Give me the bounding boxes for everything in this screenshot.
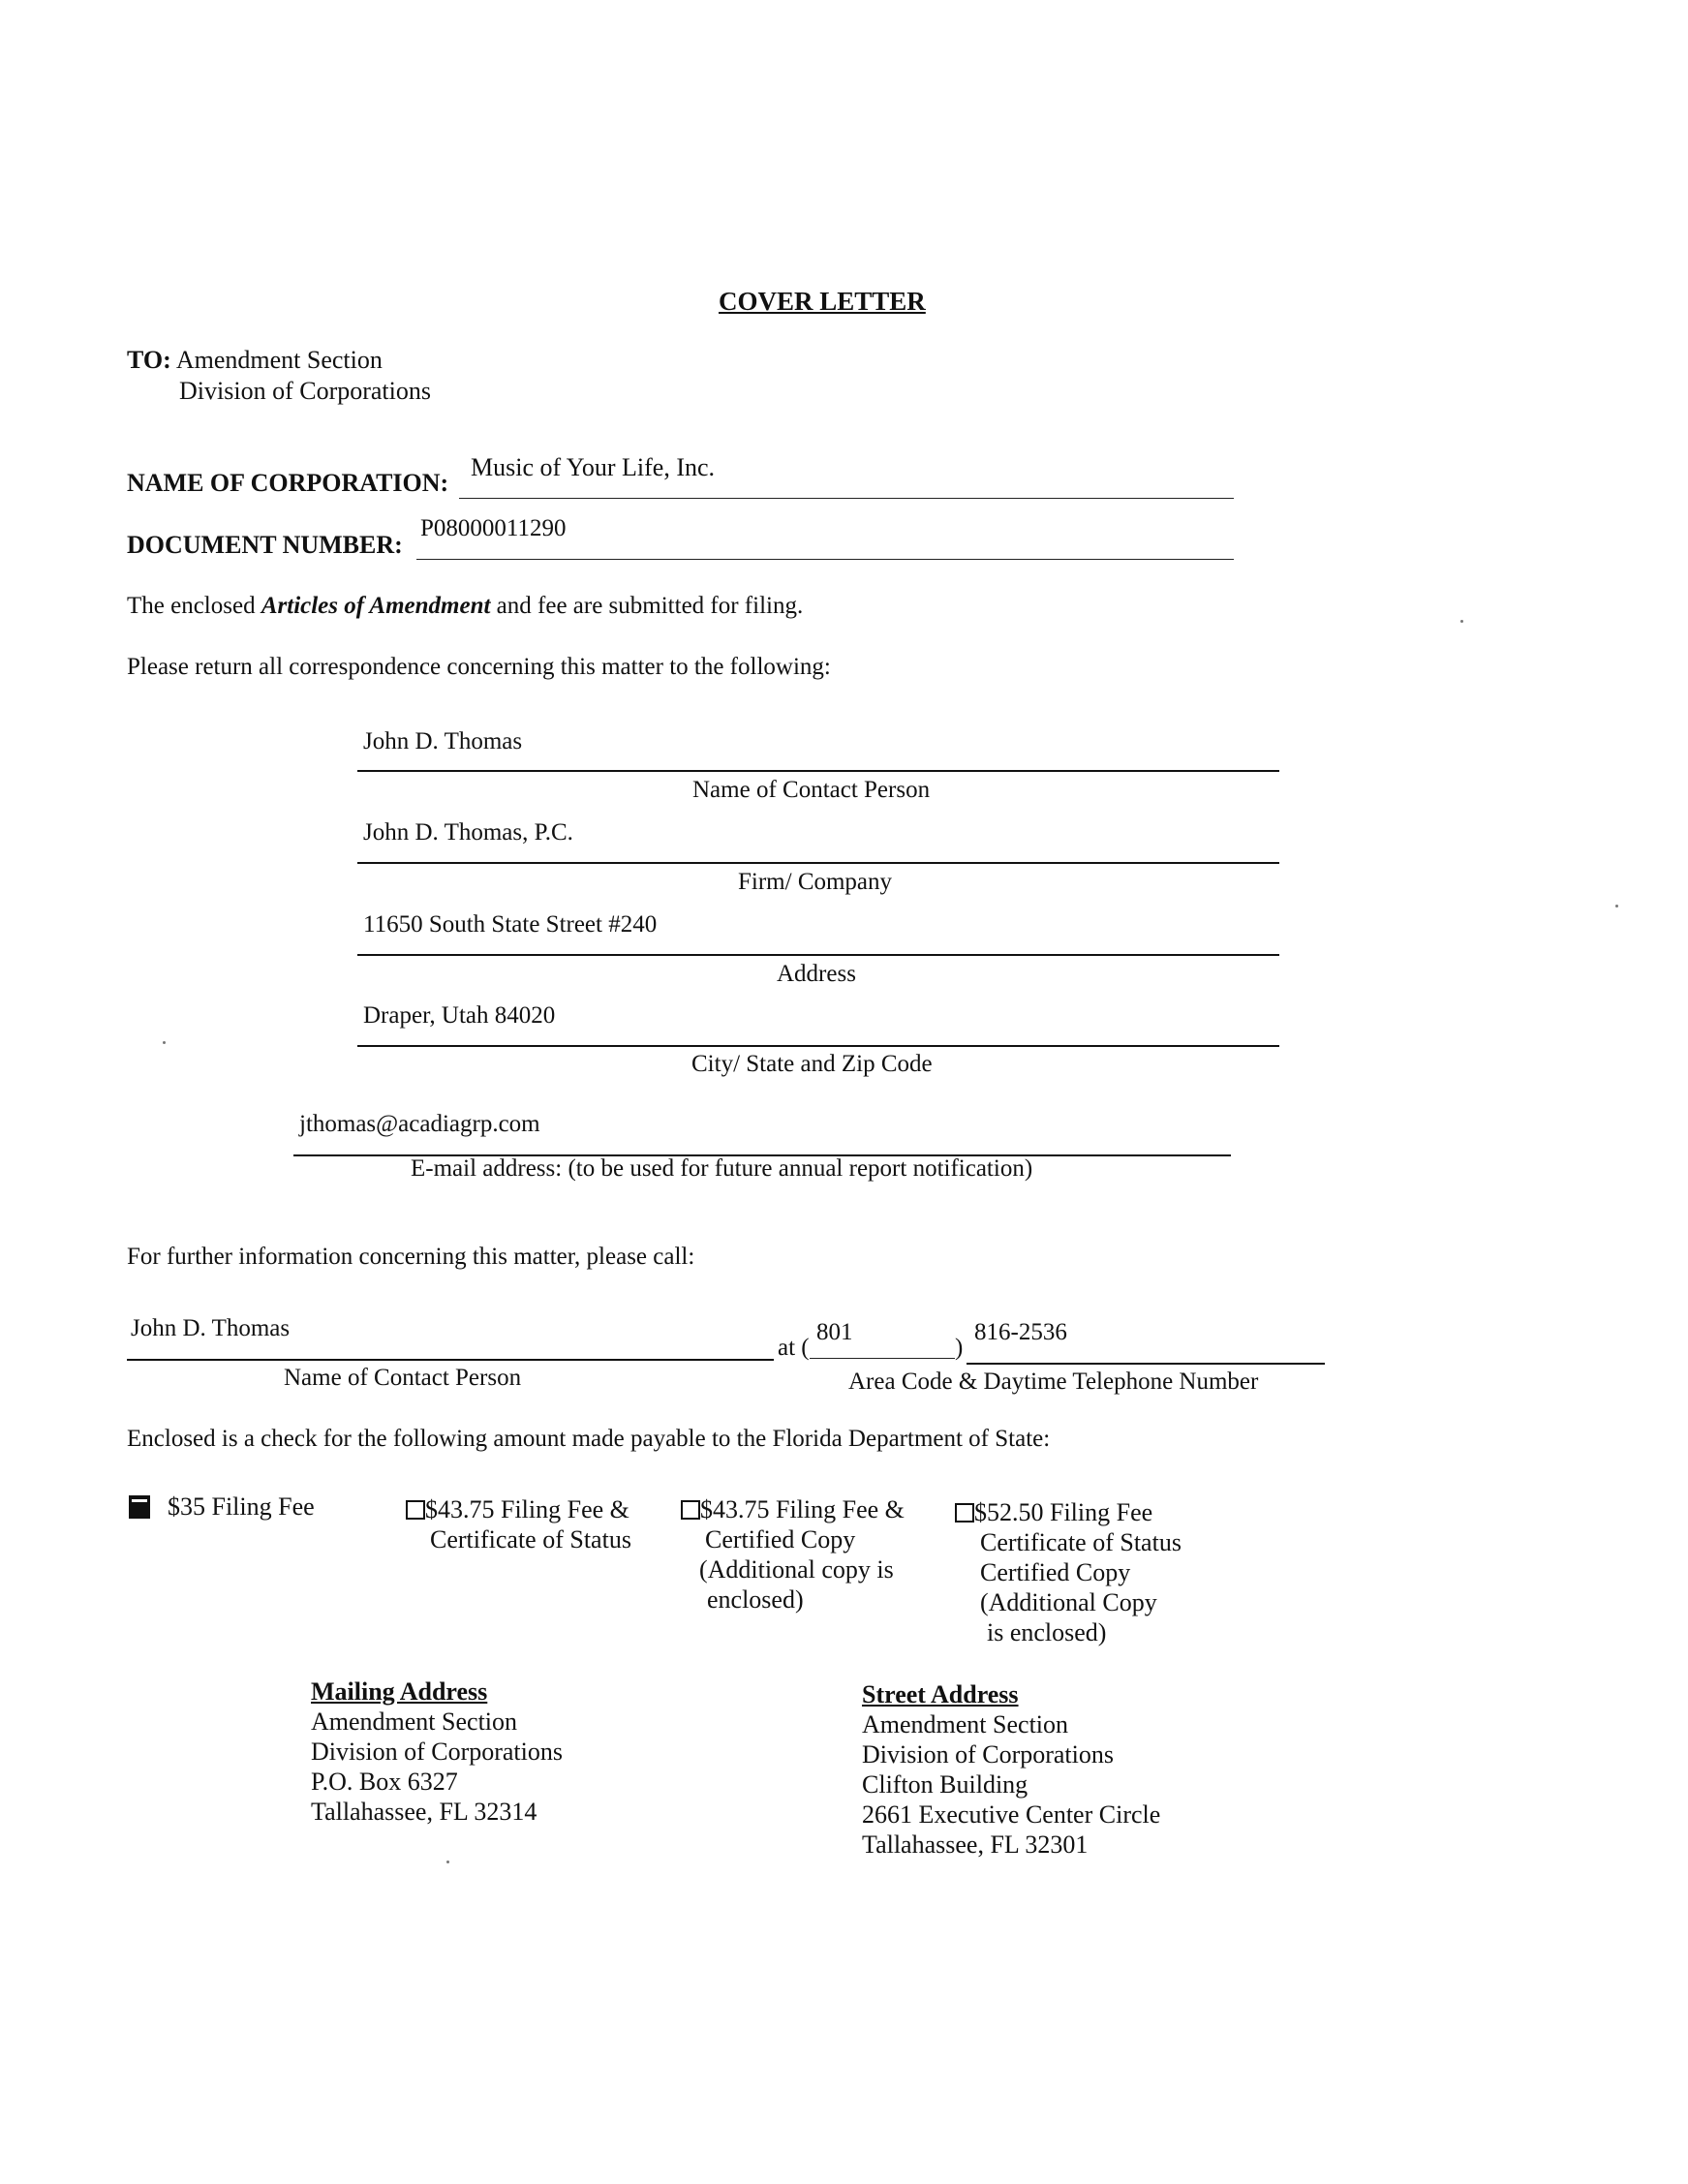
to-line-2: Division of Corporations (179, 377, 431, 405)
phone-contact-name-caption: Name of Contact Person (284, 1365, 522, 1391)
corporation-underline (459, 498, 1234, 499)
further-info-line: For further information concerning this matter, please call: (127, 1244, 695, 1270)
phone-contact-name: John D. Thomas (131, 1315, 291, 1341)
document-number-value: P08000011290 (420, 515, 567, 541)
enclosed-prefix: The enclosed (127, 593, 256, 619)
email-value: jthomas@acadiagrp.com (299, 1111, 540, 1137)
fee-option-4-line-4: (Additional Copy (980, 1588, 1157, 1616)
fee-option-2-line-1: $43.75 Filing Fee & (425, 1495, 629, 1523)
phone-number-line (967, 1363, 1325, 1365)
phone-close-paren: ) (955, 1335, 964, 1361)
fee-option-3-line-3: (Additional copy is (699, 1555, 894, 1584)
street-address-line-4: 2661 Executive Center Circle (862, 1800, 1161, 1829)
fee-option-4-checkbox[interactable] (955, 1503, 974, 1523)
city-state-zip-value: Draper, Utah 84020 (363, 1002, 556, 1029)
address-line (357, 954, 1279, 956)
fee-option-4-line-5: is enclosed) (987, 1618, 1107, 1646)
fee-option-4-line-1: $52.50 Filing Fee (974, 1498, 1153, 1526)
city-state-zip-line (357, 1045, 1279, 1047)
scan-speck (163, 1041, 166, 1044)
scan-speck (1615, 905, 1618, 907)
document-number-label: DOCUMENT NUMBER: (127, 531, 403, 559)
contact-name-line (357, 770, 1279, 772)
mailing-address-line-2: Division of Corporations (311, 1738, 563, 1766)
phone-caption: Area Code & Daytime Telephone Number (848, 1369, 1259, 1395)
scan-speck (1460, 620, 1463, 623)
area-code-value: 801 (816, 1319, 853, 1345)
fee-option-3-line-1: $43.75 Filing Fee & (700, 1495, 905, 1523)
city-state-zip-caption: City/ State and Zip Code (691, 1051, 933, 1077)
to-label: TO: (127, 346, 171, 374)
fee-option-3 (681, 1494, 905, 1615)
mailing-address-line-1: Amendment Section (311, 1707, 518, 1736)
return-line: Please return all correspondence concerning this matter to the following: (127, 654, 831, 680)
firm-company-value: John D. Thomas, P.C. (363, 819, 573, 846)
mailing-address-line-3: P.O. Box 6327 (311, 1768, 458, 1796)
scan-speck (446, 1861, 449, 1863)
address-caption: Address (777, 961, 856, 987)
fee-option-3-line-2: Certified Copy (705, 1525, 856, 1553)
area-code-underline (810, 1358, 955, 1359)
fee-option-3-checkbox[interactable] (681, 1500, 700, 1520)
check-line: Enclosed is a check for the following amount made payable to the Florida Department of State: (127, 1426, 1051, 1452)
phone-number-value: 816-2536 (974, 1319, 1067, 1345)
address-value: 11650 South State Street #240 (363, 911, 658, 938)
fee-option-1-checkbox-checked[interactable] (129, 1495, 150, 1519)
document-number-underline (416, 559, 1234, 560)
fee-option-2-line-2: Certificate of Status (430, 1525, 631, 1553)
phone-at-label: at ( (778, 1335, 810, 1361)
street-address-line-5: Tallahassee, FL 32301 (862, 1830, 1089, 1859)
email-caption: E-mail address: (to be used for future annual report notification) (411, 1155, 1033, 1182)
firm-company-line (357, 862, 1279, 864)
corporation-label: NAME OF CORPORATION: (127, 469, 449, 497)
fee-option-2 (406, 1494, 631, 1554)
mailing-address-heading: Mailing Address (311, 1677, 488, 1706)
street-address-line-1: Amendment Section (862, 1710, 1069, 1738)
street-address-line-2: Division of Corporations (862, 1740, 1114, 1769)
articles-of-amendment: Articles of Amendment (261, 593, 491, 619)
mailing-address-block (311, 1676, 563, 1827)
enclosed-line (127, 593, 803, 620)
corporation-value: Music of Your Life, Inc. (471, 453, 716, 481)
street-address-line-3: Clifton Building (862, 1770, 1028, 1799)
firm-company-caption: Firm/ Company (738, 869, 893, 895)
phone-contact-name-line (127, 1359, 774, 1361)
page-title: COVER LETTER (719, 287, 926, 316)
fee-option-1 (168, 1492, 315, 1522)
to-block (127, 346, 383, 375)
fee-option-2-checkbox[interactable] (406, 1500, 425, 1520)
fee-option-4 (955, 1497, 1182, 1647)
fee-option-4-line-2: Certificate of Status (980, 1528, 1182, 1556)
fee-option-1-line-1: $35 Filing Fee (168, 1492, 315, 1521)
contact-name-value: John D. Thomas (363, 728, 523, 754)
enclosed-suffix: and fee are submitted for filing. (496, 593, 804, 619)
to-line-1: Amendment Section (175, 346, 383, 374)
street-address-heading: Street Address (862, 1680, 1019, 1708)
fee-option-4-line-3: Certified Copy (980, 1558, 1131, 1586)
fee-option-3-line-4: enclosed) (707, 1585, 804, 1614)
mailing-address-line-4: Tallahassee, FL 32314 (311, 1798, 537, 1826)
contact-name-caption: Name of Contact Person (692, 777, 931, 803)
street-address-block (862, 1679, 1160, 1860)
